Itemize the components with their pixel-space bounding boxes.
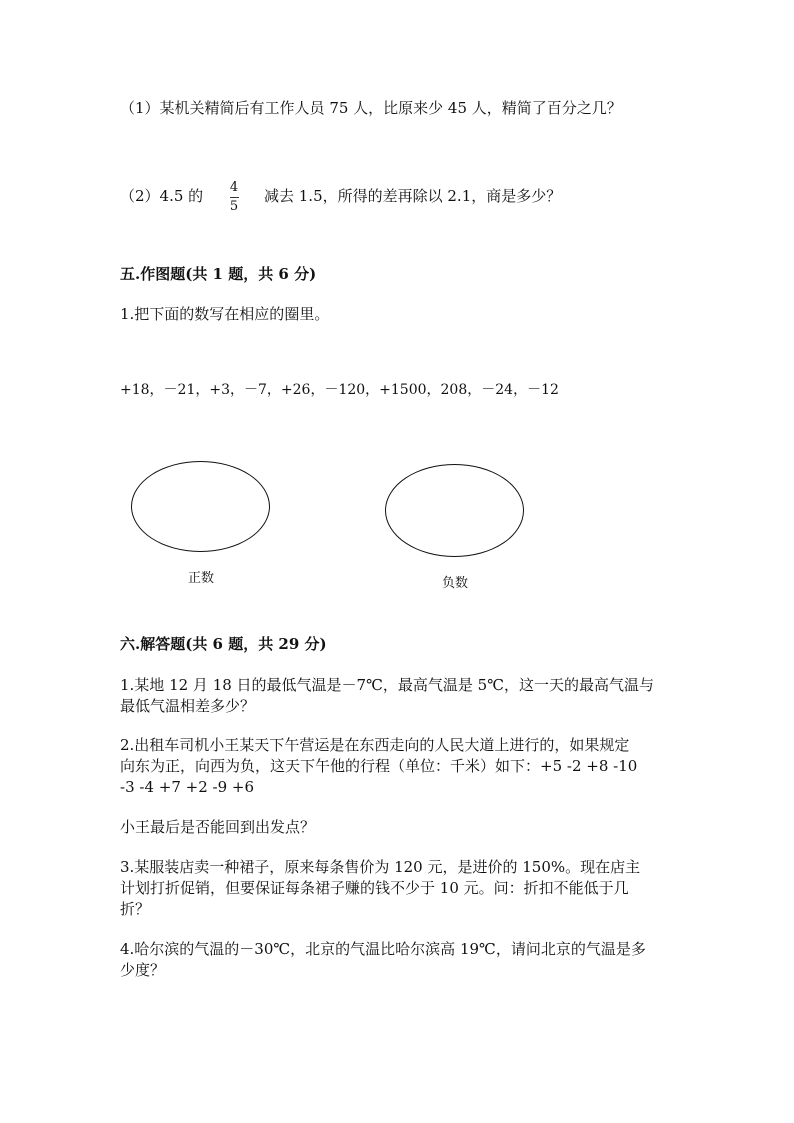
section-6-q2-line-4: 小王最后是否能回到出发点？ xyxy=(120,818,316,836)
section-6-q3-line-1: 3.某服装店卖一种裙子，原来每条售价为 120 元，是进价的 150%。现在店主 xyxy=(120,858,641,876)
section-6-q1-line-1: 1.某地 12 月 18 日的最低气温是－7℃，最高气温是 5℃，这一天的最高气温与 xyxy=(120,676,654,694)
section-6-q4-line-2: 少度？ xyxy=(120,961,166,979)
section-6-heading: 六.解答题(共 6 题，共 29 分) xyxy=(120,635,327,653)
question-part-2-prefix: （2）4.5 的 xyxy=(120,187,204,205)
section-6-q1-line-2: 最低气温相差多少？ xyxy=(120,697,256,715)
fraction-denominator: 5 xyxy=(229,199,239,214)
question-part-1: （1）某机关精简后有工作人员 75 人，比原来少 45 人，精简了百分之几？ xyxy=(120,99,622,117)
section-6-q2-line-2: 向东为正，向西为负，这天下午他的行程（单位：千米）如下：+5 -2 +8 -10 xyxy=(120,757,638,775)
fraction-numerator: 4 xyxy=(229,180,239,195)
positive-label: 正数 xyxy=(188,571,215,586)
section-6-q4-line-1: 4.哈尔滨的气温的－30℃，北京的气温比哈尔滨高 19℃，请问北京的气温是多 xyxy=(120,940,646,958)
fraction-bar xyxy=(230,197,239,198)
section-5-question-1: 1.把下面的数写在相应的圈里。 xyxy=(120,305,330,323)
negative-label: 负数 xyxy=(442,576,469,591)
negative-numbers-circle xyxy=(385,464,524,557)
number-list: +18，－21，+3，－7，+26，－120，+1500，208，－24，－12 xyxy=(120,382,559,398)
section-6-q3-line-3: 折？ xyxy=(120,900,151,918)
section-6-q2-line-3: -3 -4 +7 +2 -9 +6 xyxy=(120,778,255,796)
section-5-heading: 五.作图题(共 1 题，共 6 分) xyxy=(120,265,317,283)
section-6-q2-line-1: 2.出租车司机小王某天下午营运是在东西走向的人民大道上进行的，如果规定 xyxy=(120,736,630,754)
section-6-q3-line-2: 计划打折促销，但要保证每条裙子赚的钱不少于 10 元。问：折扣不能低于几 xyxy=(120,879,629,897)
question-part-2-suffix: 减去 1.5，所得的差再除以 2.1，商是多少？ xyxy=(264,187,562,205)
positive-numbers-circle xyxy=(131,461,270,552)
